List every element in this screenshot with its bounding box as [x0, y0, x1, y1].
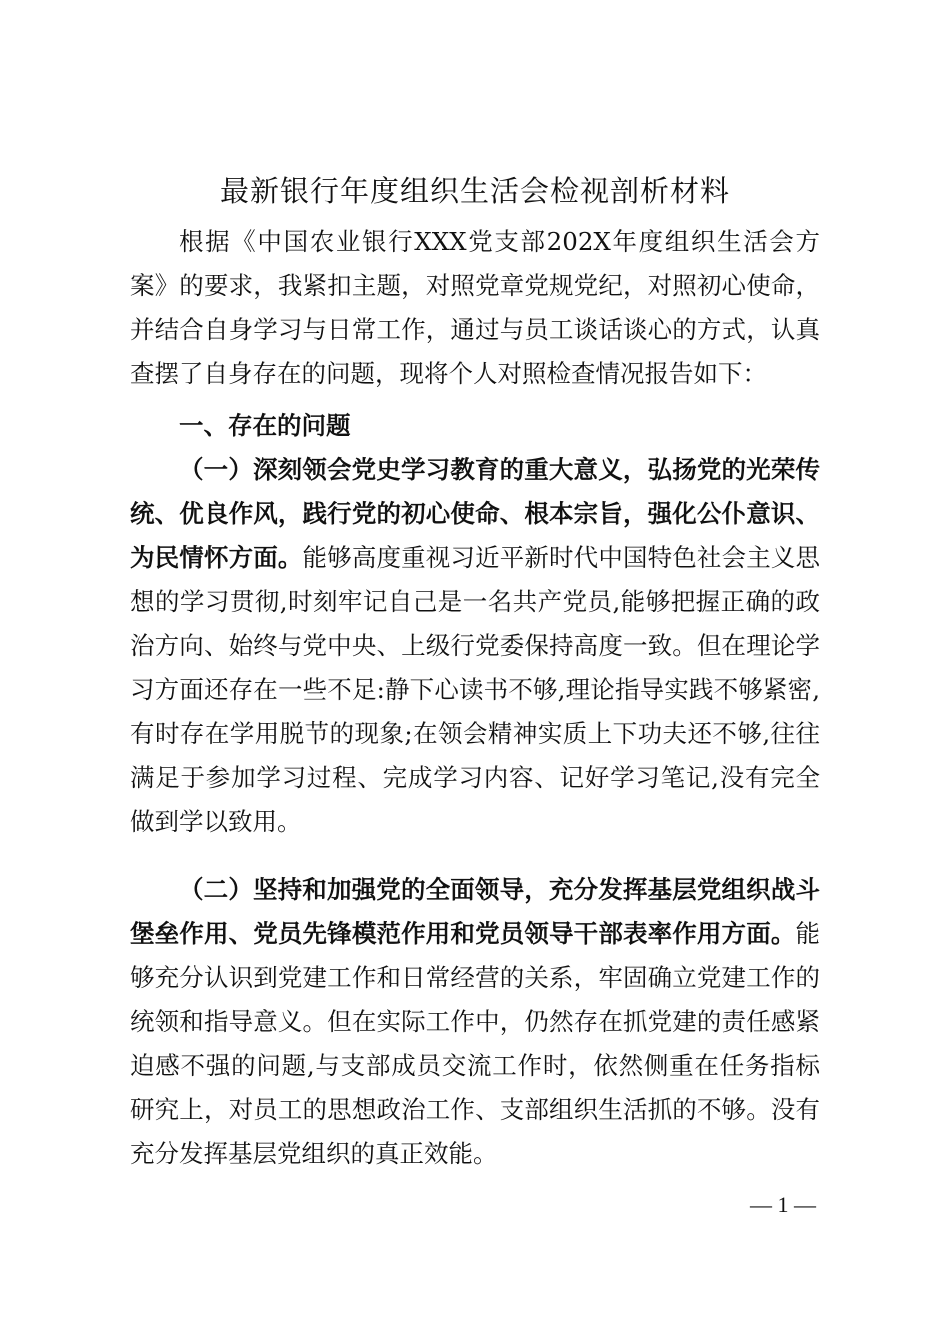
page-number: — 1 —	[750, 1192, 816, 1217]
problem-item-two-lead: （二）坚持和加强党的全面领导，充分发挥基层党组织战斗堡垒作用、党员先锋模范作用和党员领导干部表率作用方面。	[130, 875, 820, 948]
document-title: 最新银行年度组织生活会检视剖析材料	[219, 174, 730, 208]
problem-item-two	[130, 868, 820, 1176]
problem-item-two-text: 能够充分认识到党建工作和日常经营的关系，牢固确立党建工作的统领和指导意义。但在实际工作中，仍然存在抓党建的责任感紧迫感不强的问题,与支部成员交流工作时，依然侧重在任务指标研究上，对员工的思想政治工作、支部组织生活抓的不够。没有充分发挥基层党组织的真正效能。	[130, 919, 820, 1168]
problem-item-one-text: 能够高度重视习近平新时代中国特色社会主义思想的学习贯彻,时刻牢记自己是一名共产党员,能够把握正确的政治方向、始终与党中央、上级行党委保持高度一致。但在理论学习方面还存在一些不足:静下心读书不够,理论指导实践不够紧密,有时存在学用脱节的现象;在领会精神实质上下功夫还不够,往往满足于参加学习过程、完成学习内容、记好学习笔记,没有完全做到学以致用。	[130, 543, 821, 836]
intro-paragraph: 根据《中国农业银行XXX党支部202X年度组织生活会方案》的要求，我紧扣主题，对照党章党规党纪，对照初心使命，并结合自身学习与日常工作，通过与员工谈话谈心的方式，认真查摆了自身存在的问题，现将个人对照检查情况报告如下：	[130, 227, 820, 388]
problem-item-one-lead: （一）深刻领会党史学习教育的重大意义，弘扬党的光荣传统、优良作风，践行党的初心使命、根本宗旨，强化公仆意识、为民情怀方面。	[130, 455, 820, 572]
section-heading-problems: 一、存在的问题	[179, 411, 351, 440]
problem-item-one	[130, 448, 820, 844]
